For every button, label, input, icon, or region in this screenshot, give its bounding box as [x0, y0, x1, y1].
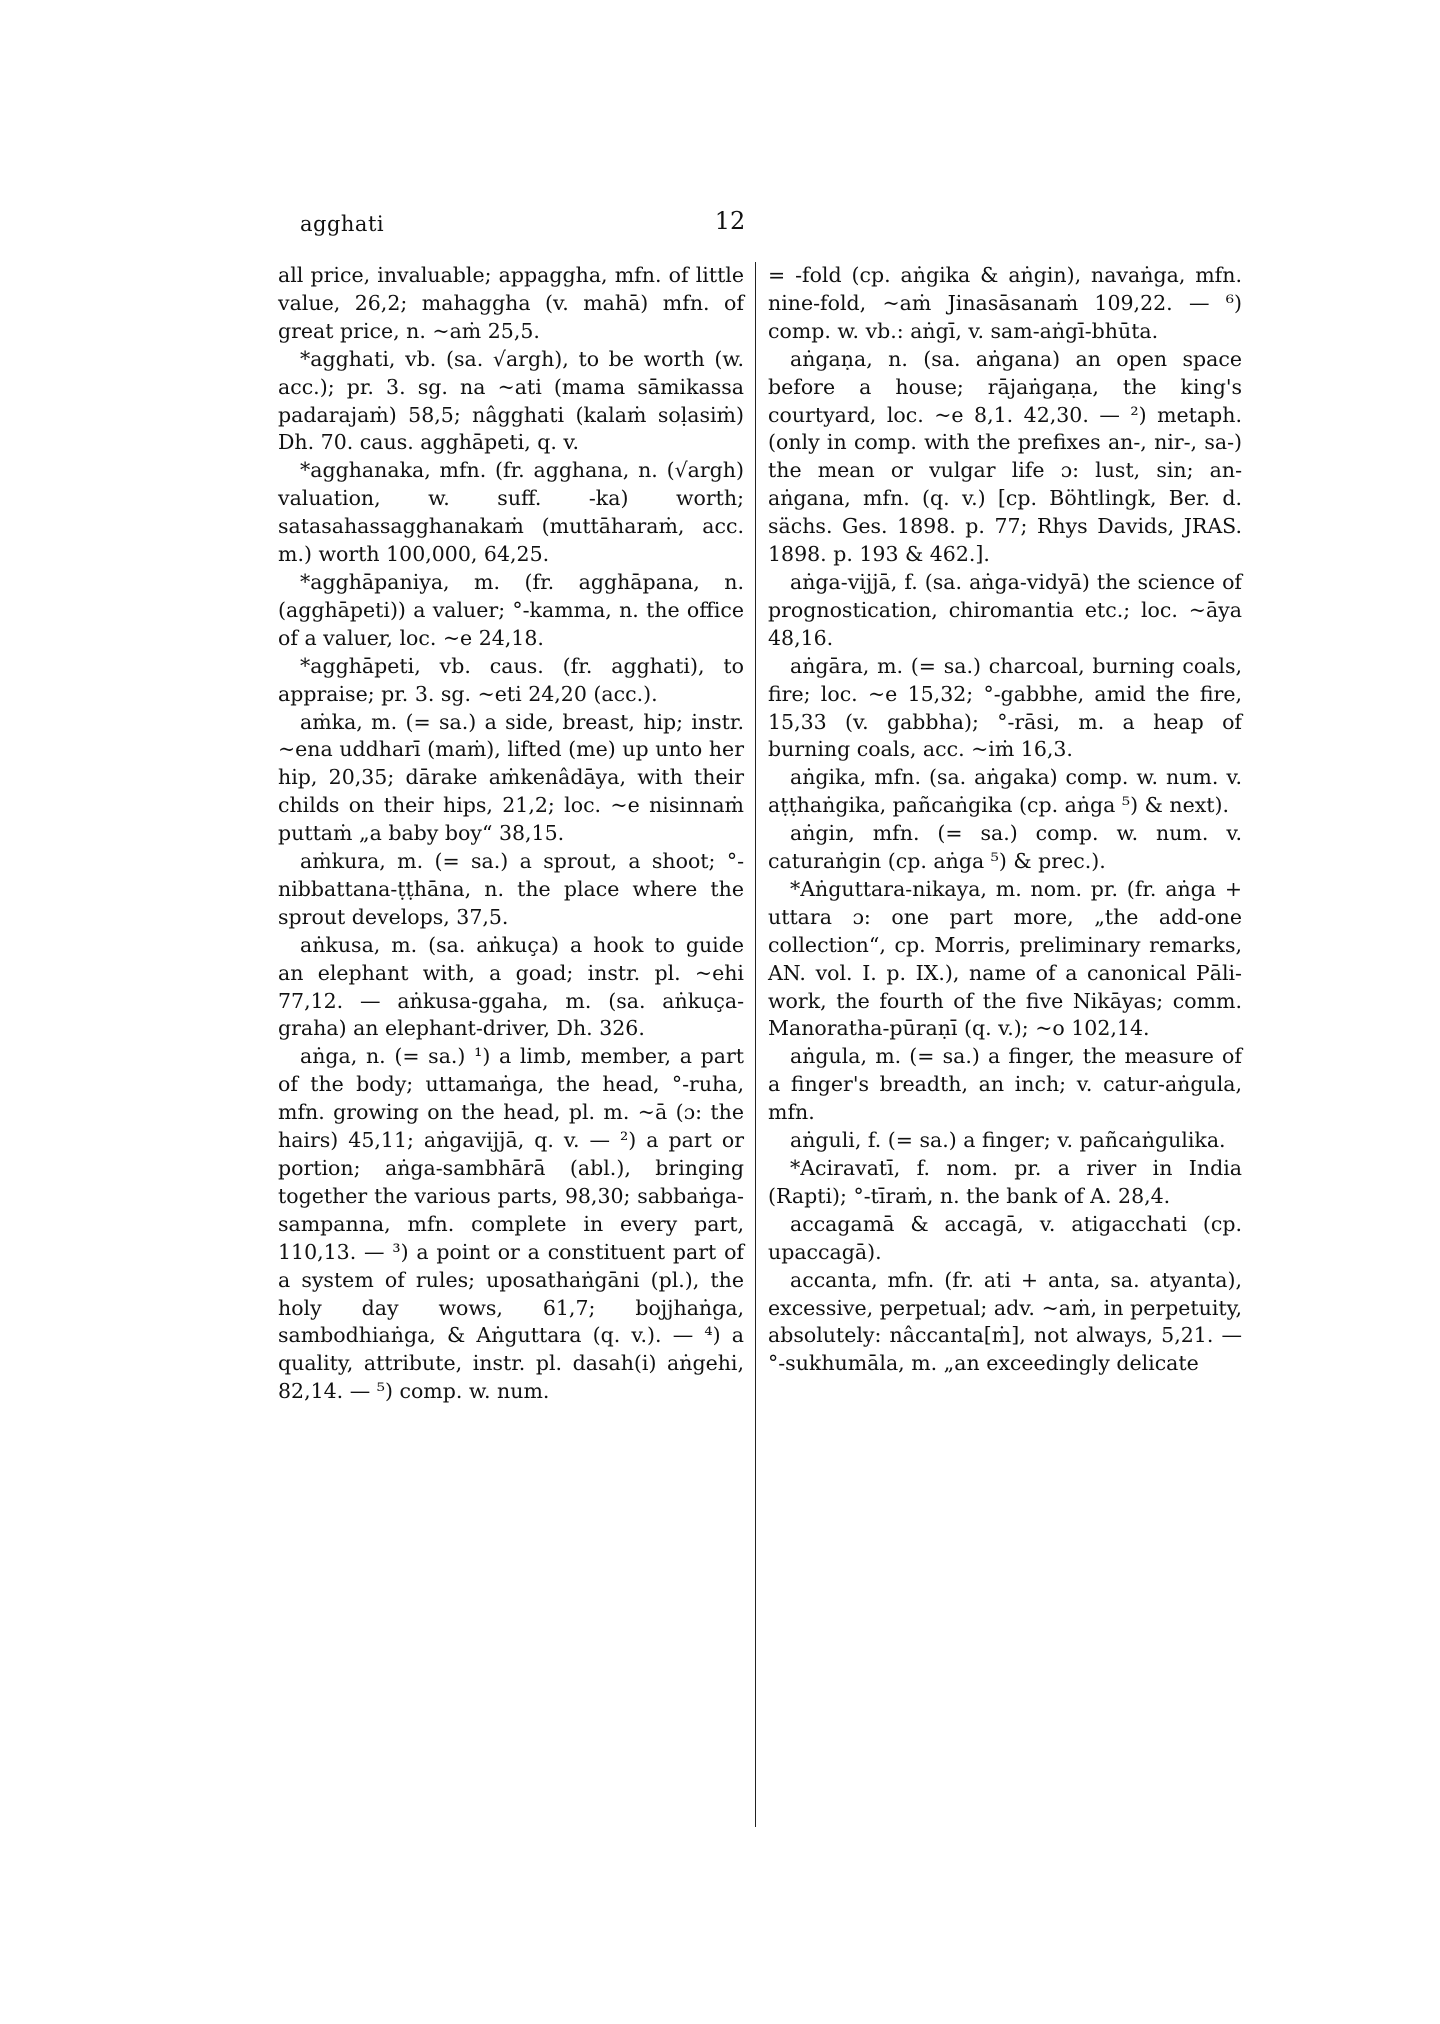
dictionary-entry: aṅgin, mfn. (= sa.) comp. w. num. v. caturaṅgin (cp. aṅga ⁵) & prec.).	[768, 821, 1242, 874]
dictionary-entry: *agghāpaniya, m. (fr. agghāpana, n. (agghāpeti)) a valuer; °-kamma, n. the office of a valuer, loc. ~e 24,18.	[278, 569, 744, 650]
page-number: 12	[714, 207, 746, 235]
dictionary-entry: *agghanaka, mfn. (fr. agghana, n. (√argh) valuation, w. suff. -ka) worth; satasahassagghanakaṁ (muttāharaṁ, acc. m.) worth 100,000, 64,25.	[278, 458, 744, 567]
dictionary-entry: accagamā & accagā, v. atigacchati (cp. upaccagā).	[768, 1211, 1242, 1264]
left-column	[278, 262, 744, 1406]
dictionary-entry: = -fold (cp. aṅgika & aṅgin), navaṅga, mfn. nine-fold, ~aṁ Jinasāsanaṁ 109,22. — ⁶) comp. w. vb.: aṅgī, v. sam-aṅgī-bhūta.	[768, 263, 1242, 343]
dictionary-entry: aṁka, m. (= sa.) a side, breast, hip; instr. ~ena uddharī (maṁ), lifted (me) up unto her hip, 20,35; dārake aṁkenâdāya, with their childs on their hips, 21,2; loc. ~e nisinnaṁ puttaṁ „a baby boy“ 38,15.	[278, 709, 744, 846]
dictionary-entry: *agghati, vb. (sa. √argh), to be worth (w. acc.); pr. 3. sg. na ~ati (mama sāmikassa padarajaṁ) 58,5; nâgghati (kalaṁ soḷasiṁ) Dh. 70. caus. agghāpeti, q. v.	[278, 346, 744, 455]
dictionary-entry: aṅkusa, m. (sa. aṅkuça) a hook to guide an elephant with, a goad; instr. pl. ~ehi 77,12. — aṅkusa-ggaha, m. (sa. aṅkuça-graha) an elephant-driver, Dh. 326.	[278, 932, 744, 1041]
dictionary-entry: aṁkura, m. (= sa.) a sprout, a shoot; °-nibbattana-ṭṭhāna, n. the place where the sprout develops, 37,5.	[278, 849, 744, 929]
dictionary-entry: accanta, mfn. (fr. ati + anta, sa. atyanta), excessive, perpetual; adv. ~aṁ, in perpetuity, absolutely: nâccanta[ṁ], not always, 5,21. — °-sukhumāla, m. „an exceedingly delicate	[768, 1267, 1242, 1376]
dictionary-entry: *Aciravatī, f. nom. pr. a river in India (Rapti); °-tīraṁ, n. the bank of A. 28,4.	[768, 1156, 1242, 1208]
dictionary-entry: aṅga, n. (= sa.) ¹) a limb, member, a part of the body; uttamaṅga, the head, °-ruha, mfn. growing on the head, pl. m. ~ā (ɔ: the hairs) 45,11; aṅgavijjā, q. v. — ²) a part or portion; aṅga-sambhārā (abl.), bringing together the various parts, 98,30; sabbaṅga-sampanna, mfn. complete in every part, 110,13. — ³) a point or a constituent part of a system of rules; uposathaṅgāni (pl.), the holy day wows, 61,7; bojjhaṅga, sambodhiaṅga, & Aṅguttara (q. v.). — ⁴) a quality, attribute, instr. pl. dasah(i) aṅgehi, 82,14. — ⁵) comp. w. num.	[278, 1044, 744, 1404]
right-column	[768, 262, 1242, 1378]
dictionary-entry: aṅgaṇa, n. (sa. aṅgana) an open space before a house; rājaṅgaṇa, the king's courtyard, loc. ~e 8,1. 42,30. — ²) metaph. (only in comp. with the prefixes an-, nir-, sa-) the mean or vulgar life ɔ: lust, sin; an-aṅgana, mfn. (q. v.) [cp. Böhtlingk, Ber. d. sächs. Ges. 1898. p. 77; Rhys Davids, JRAS. 1898. p. 193 & 462.].	[768, 346, 1242, 567]
running-head: agghati	[300, 212, 385, 236]
dictionary-entry: *Aṅguttara-nikaya, m. nom. pr. (fr. aṅga + uttara ɔ: one part more, „the add-one collection“, cp. Morris, preliminary remarks, AN. vol. I. p. IX.), name of a canonical Pāli-work, the fourth of the five Nikāyas; comm. Manoratha-pūraṇī (q. v.); ~o 102,14.	[768, 876, 1242, 1041]
column-divider	[755, 262, 756, 1827]
dictionary-entry: aṅguli, f. (= sa.) a finger; v. pañcaṅgulika.	[790, 1128, 1226, 1153]
dictionary-entry: aṅgula, m. (= sa.) a finger, the measure of a finger's breadth, an inch; v. catur-aṅgula, mfn.	[768, 1044, 1242, 1125]
dictionary-entry: aṅgāra, m. (= sa.) charcoal, burning coals, fire; loc. ~e 15,32; °-gabbhe, amid the fire, 15,33 (v. gabbha); °-rāsi, m. a heap of burning coals, acc. ~iṁ 16,3.	[768, 653, 1242, 762]
dictionary-entry: aṅga-vijjā, f. (sa. aṅga-vidyā) the science of prognostication, chiromantia etc.; loc. ~āya 48,16.	[768, 569, 1242, 650]
dictionary-entry: aṅgika, mfn. (sa. aṅgaka) comp. w. num. v. aṭṭhaṅgika, pañcaṅgika (cp. aṅga ⁵) & next).	[768, 765, 1242, 818]
dictionary-entry: *agghāpeti, vb. caus. (fr. agghati), to appraise; pr. 3. sg. ~eti 24,20 (acc.).	[278, 653, 744, 706]
dictionary-entry: all price, invaluable; appaggha, mfn. of little value, 26,2; mahaggha (v. mahā) mfn. of great price, n. ~aṁ 25,5.	[278, 263, 744, 343]
